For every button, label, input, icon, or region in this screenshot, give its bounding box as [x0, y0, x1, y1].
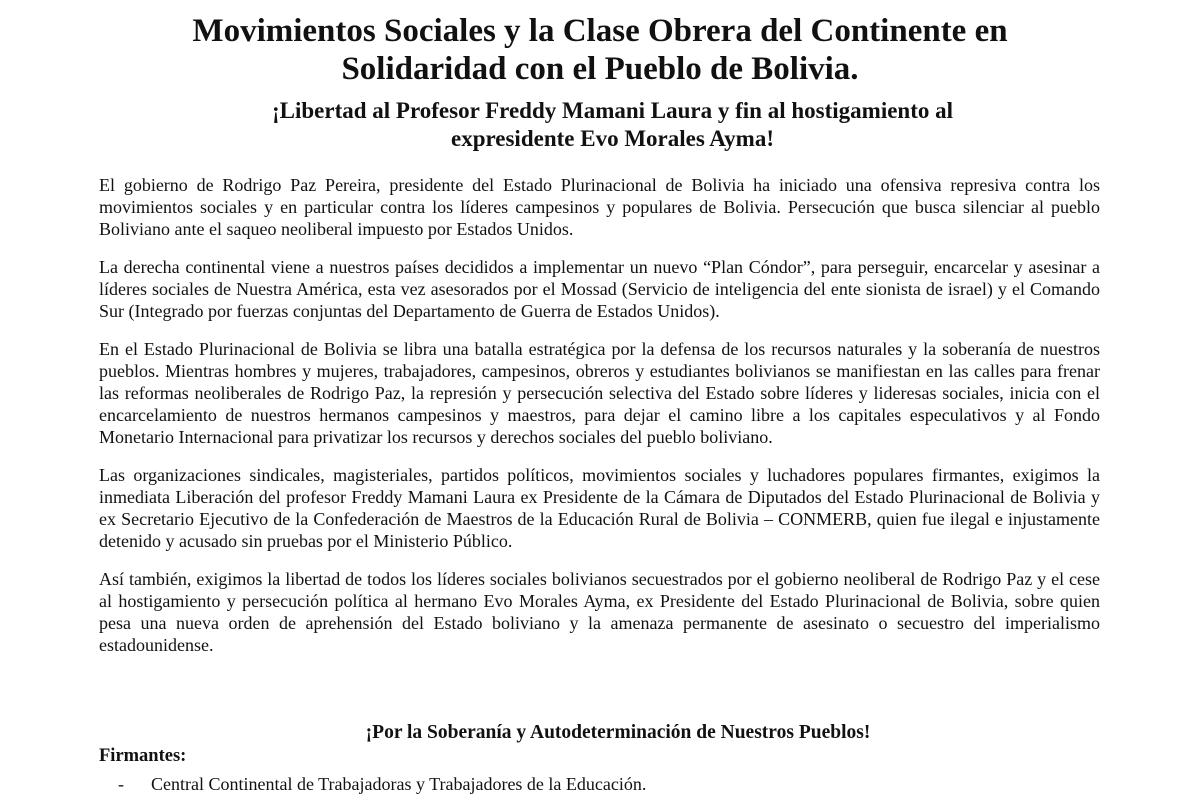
document-body [99, 174, 1100, 672]
title-line-2: Solidaridad con el Pueblo de Bolivia. [341, 51, 859, 87]
document-subtitle [0, 97, 1200, 153]
title-line-1: Movimientos Sociales y la Clase Obrera del Continente en [192, 13, 1008, 49]
paragraph: Así también, exigimos la libertad de todos los líderes sociales bolivianos secuestrados por el gobierno neoliberal de Rodrigo Paz y el cese al hostigamiento y persecución política al hermano Evo Morales Ayma, ex Presidente del Estado Plurinacional de Bolivia, sobre quien pesa una nueva orden de aprehensión del Estado boliviano y la amenaza permanente de asesinato o secuestro del imperialismo estadounidense. [99, 569, 1100, 655]
subtitle-line-1: ¡Libertad al Profesor Freddy Mamani Laura y fin al hostigamiento al [271, 98, 954, 123]
closing-slogan: ¡Por la Soberanía y Autodeterminación de Nuestros Pueblos! [365, 722, 871, 743]
list-item [118, 773, 646, 795]
signers-list [118, 773, 646, 795]
paragraph: El gobierno de Rodrigo Paz Pereira, presidente del Estado Plurinacional de Bolivia ha iniciado una ofensiva represiva contra los movimientos sociales y en particular contra los líderes campesinos y populares de Bolivia. Persecución que busca silenciar al pueblo Boliviano ante el saqueo neoliberal impuesto por Estados Unidos. [99, 175, 1100, 239]
paragraph: En el Estado Plurinacional de Bolivia se libra una batalla estratégica por la defensa de los recursos naturales y la soberanía de nuestros pueblos. Mientras hombres y mujeres, trabajadores, campesinos, obreros y estudiantes bolivianos se manifiestan en las calles para frenar las reformas neoliberales de Rodrigo Paz, la represión y persecución selectiva del Estado sobre líderes y lideresas sociales, inicia con el encarcelamiento de nuestros hermanos campesinos y maestros, para dejar el camino libre a los capitales especulativos y al Fondo Monetario Internacional para privatizar los recursos y derechos sociales del pueblo boliviano. [99, 339, 1100, 447]
paragraph: Las organizaciones sindicales, magisteriales, partidos políticos, movimientos sociales y luchadores populares firmantes, exigimos la inmediata Liberación del profesor Freddy Mamani Laura ex Presidente de la Cámara de Diputados del Estado Plurinacional de Bolivia y ex Secretario Ejecutivo de la Confederación de Maestros de la Educación Rural de Bolivia – CONMERB, quien fue ilegal e injustamente detenido y acusado sin pruebas por el Ministerio Público. [99, 465, 1100, 551]
signer-name: Central Continental de Trabajadoras y Trabajadores de la Educación. [151, 774, 647, 794]
subtitle-line-2: expresidente Evo Morales Ayma! [450, 126, 774, 151]
paragraph: La derecha continental viene a nuestros países decididos a implementar un nuevo “Plan Cóndor”, para perseguir, encarcelar y asesinar a líderes sociales de Nuestra América, esta vez asesorados por el Mossad (Servicio de inteligencia del ente sionista de israel) y el Comando Sur (Integrado por fuerzas conjuntas del Departamento de Guerra de Estados Unidos). [99, 257, 1100, 321]
signers-heading: Firmantes: [99, 746, 187, 766]
list-bullet: - [118, 774, 124, 794]
document-title [0, 12, 1200, 88]
